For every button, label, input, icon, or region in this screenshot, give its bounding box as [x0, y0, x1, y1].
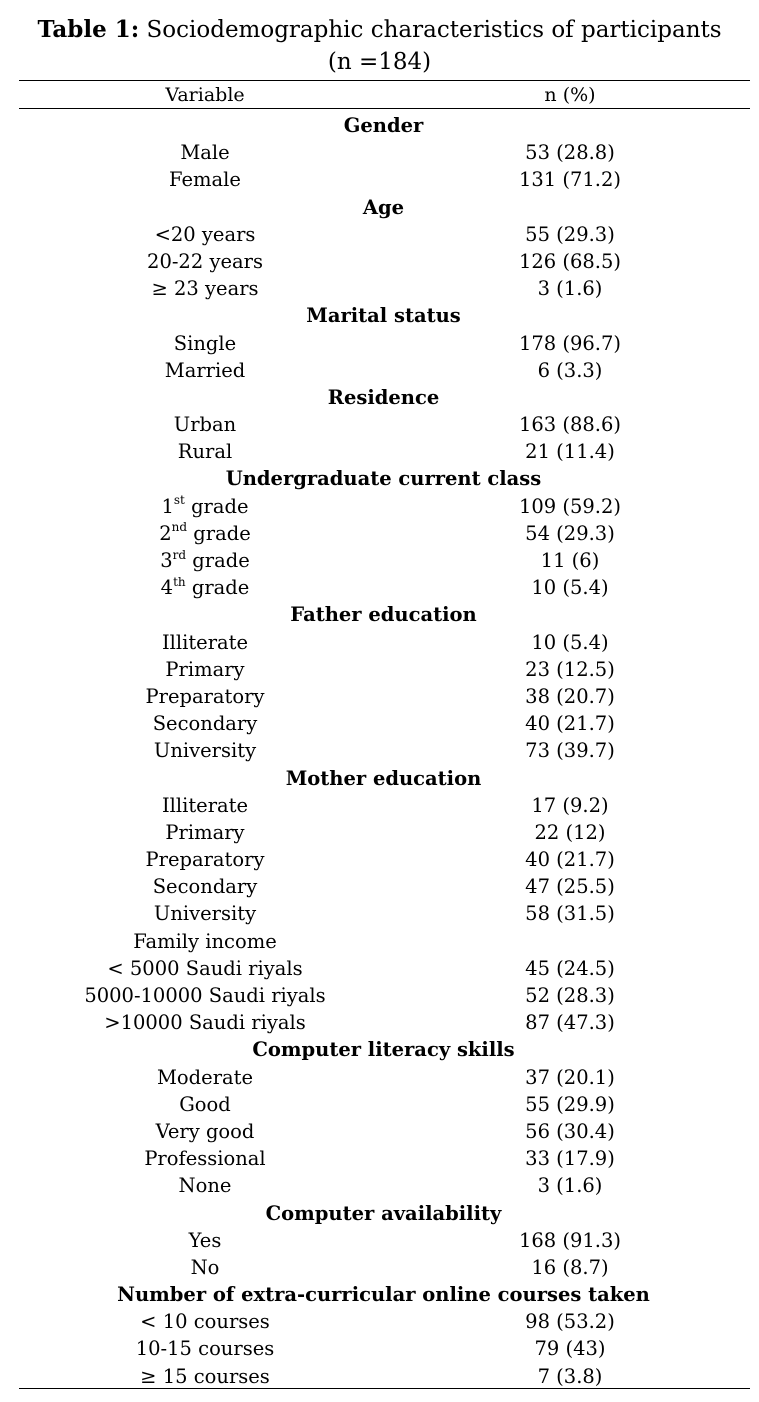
value-cell: 126 (68.5)	[518, 249, 622, 273]
variable-cell: ≥ 15 courses	[140, 1364, 270, 1388]
table-row	[0, 275, 759, 302]
section-heading-row	[0, 1281, 759, 1308]
variable-cell: Male	[180, 141, 230, 165]
variable-cell: Primary	[165, 820, 245, 844]
table-row	[0, 438, 759, 465]
variable-cell: None	[178, 1174, 232, 1198]
value-cell: 17 (9.2)	[531, 793, 609, 817]
variable-cell	[20, 574, 390, 601]
section-heading-row	[0, 302, 759, 329]
section-heading-row	[0, 194, 759, 221]
value-cell: 3 (1.6)	[537, 1174, 603, 1198]
value-cell: 11 (6)	[540, 549, 600, 572]
variable-cell: Preparatory	[145, 684, 265, 708]
variable-cell: Professional	[144, 1147, 266, 1171]
variable-cell: Family income	[133, 929, 277, 953]
grade-word: grade	[186, 549, 250, 572]
table-row	[0, 166, 759, 193]
section-heading: Computer availability	[265, 1201, 502, 1225]
section-heading: Gender	[343, 114, 424, 137]
table-row	[0, 1172, 759, 1199]
grade-number: 2	[159, 521, 172, 545]
table-row	[0, 873, 759, 900]
value-cell: 55 (29.9)	[525, 1092, 615, 1116]
variable-cell	[20, 493, 390, 520]
variable-cell: University	[153, 739, 257, 763]
table-row	[0, 928, 759, 955]
variable-cell: Illiterate	[161, 630, 249, 654]
table-row	[0, 1308, 759, 1335]
table-row	[0, 710, 759, 737]
value-cell: 168 (91.3)	[518, 1228, 622, 1252]
variable-cell: Secondary	[152, 712, 258, 736]
grade-ordinal-suffix: st	[173, 493, 185, 508]
variable-cell: Urban	[173, 413, 237, 437]
table-row	[0, 1335, 759, 1362]
table-caption-text: Sociodemographic characteristics of participants	[146, 17, 722, 43]
section-heading-row	[0, 765, 759, 792]
variable-cell: No	[190, 1255, 220, 1279]
table-row	[0, 574, 759, 601]
variable-cell	[20, 547, 390, 574]
value-cell: 58 (31.5)	[525, 902, 615, 926]
value-cell: 55 (29.3)	[525, 222, 615, 246]
value-cell: 33 (17.9)	[525, 1147, 615, 1171]
value-cell: 10 (5.4)	[531, 630, 609, 654]
section-heading-row	[0, 465, 759, 492]
table-row	[0, 357, 759, 384]
top-rule	[19, 80, 750, 81]
value-cell: 16 (8.7)	[531, 1255, 609, 1279]
value-cell: 52 (28.3)	[525, 984, 615, 1007]
section-heading: Marital status	[306, 304, 461, 328]
variable-cell: Married	[164, 358, 246, 382]
section-heading-row	[0, 384, 759, 411]
table-row	[0, 493, 759, 520]
bottom-rule	[19, 1388, 750, 1389]
table-row	[0, 900, 759, 927]
table-label: Table 1:	[37, 16, 140, 43]
variable-cell: Yes	[188, 1228, 222, 1252]
value-cell: 87 (47.3)	[525, 1011, 615, 1035]
value-cell: 47 (25.5)	[525, 875, 615, 899]
variable-cell: >10000 Saudi riyals	[104, 1011, 306, 1035]
value-cell: 3 (1.6)	[537, 277, 603, 301]
grade-word: grade	[187, 521, 251, 545]
value-cell: 131 (71.2)	[518, 168, 622, 192]
value-cell: 45 (24.5)	[525, 956, 615, 980]
table-row	[0, 982, 759, 1009]
table-row	[0, 792, 759, 819]
value-cell: 40 (21.7)	[525, 712, 615, 736]
section-heading: Undergraduate current class	[225, 467, 542, 491]
table-row	[0, 330, 759, 357]
variable-cell: University	[153, 902, 257, 926]
table-row	[0, 221, 759, 248]
value-cell: 79 (43)	[534, 1337, 606, 1361]
variable-cell: < 5000 Saudi riyals	[107, 956, 303, 980]
section-heading: Residence	[327, 385, 440, 409]
variable-cell: Primary	[165, 657, 245, 681]
table-row	[0, 955, 759, 982]
value-cell: 163 (88.6)	[518, 413, 622, 437]
grade-word: grade	[185, 576, 250, 600]
value-cell: 40 (21.7)	[525, 848, 615, 872]
section-heading: Number of extra-curricular online courses taken	[117, 1283, 650, 1307]
value-cell: 56 (30.4)	[525, 1119, 615, 1143]
variable-cell: Moderate	[156, 1065, 254, 1089]
variable-cell: Single	[173, 331, 237, 355]
grade-word: grade	[184, 494, 249, 518]
section-heading: Father education	[290, 603, 477, 627]
value-cell: 6 (3.3)	[537, 358, 603, 382]
grade-number: 3	[160, 549, 173, 572]
value-cell: 22 (12)	[534, 820, 606, 844]
grade-ordinal-suffix: rd	[172, 547, 187, 562]
table-caption	[0, 14, 759, 78]
grade-number: 1	[161, 494, 174, 518]
table-row	[0, 520, 759, 547]
table-row	[0, 683, 759, 710]
grade-number: 4	[160, 576, 174, 600]
section-heading: Age	[362, 195, 405, 219]
table-caption-n: (n =184)	[327, 49, 432, 75]
value-cell: 54 (29.3)	[525, 521, 615, 545]
value-cell: 38 (20.7)	[525, 684, 615, 708]
variable-cell: Secondary	[152, 875, 258, 899]
grade-ordinal-suffix: nd	[171, 520, 188, 535]
table-row	[0, 819, 759, 846]
variable-cell: 5000-10000 Saudi riyals	[84, 984, 326, 1007]
value-cell: 23 (12.5)	[525, 657, 615, 681]
grade-ordinal-suffix: th	[173, 574, 186, 589]
variable-cell: Very good	[155, 1119, 255, 1143]
variable-cell: Preparatory	[145, 848, 265, 872]
table-row	[0, 846, 759, 873]
header-variable: Variable	[165, 84, 245, 106]
value-cell: 7 (3.8)	[537, 1364, 603, 1388]
header-n-percent: n (%)	[544, 84, 596, 106]
table-row	[0, 248, 759, 275]
table-row	[0, 737, 759, 764]
value-cell: 109 (59.2)	[518, 494, 622, 518]
variable-cell	[20, 520, 390, 547]
header-rule	[19, 108, 750, 109]
value-cell: 178 (96.7)	[518, 331, 622, 355]
value-cell: 21 (11.4)	[525, 440, 615, 464]
table-row	[0, 1254, 759, 1281]
table-row	[0, 139, 759, 166]
table-row	[0, 1363, 759, 1390]
value-cell: 53 (28.8)	[525, 141, 615, 165]
table-row	[0, 411, 759, 438]
variable-cell: ≥ 23 years	[151, 277, 259, 301]
variable-cell: < 10 courses	[140, 1310, 270, 1334]
variable-cell: 20-22 years	[147, 249, 263, 273]
table-row	[0, 1145, 759, 1172]
value-cell: 10 (5.4)	[531, 576, 609, 600]
variable-cell: <20 years	[154, 222, 256, 246]
variable-cell: Female	[169, 168, 241, 192]
table-row	[0, 1091, 759, 1118]
variable-cell: Good	[179, 1092, 231, 1116]
section-heading-row	[0, 1200, 759, 1227]
variable-cell: Rural	[177, 440, 233, 464]
table-row	[0, 1009, 759, 1036]
table-body	[0, 112, 759, 1390]
variable-cell: Illiterate	[161, 793, 249, 817]
section-heading-row	[0, 112, 759, 139]
value-cell: 37 (20.1)	[525, 1065, 615, 1089]
table-row	[0, 629, 759, 656]
section-heading-row	[0, 1036, 759, 1063]
table-row	[0, 547, 759, 574]
variable-cell: 10-15 courses	[135, 1337, 275, 1361]
section-heading: Computer literacy skills	[252, 1038, 515, 1062]
value-cell: 98 (53.2)	[525, 1310, 615, 1334]
table-row	[0, 656, 759, 683]
section-heading: Mother education	[285, 766, 482, 790]
table-row	[0, 1118, 759, 1145]
table-row	[0, 1227, 759, 1254]
section-heading-row	[0, 601, 759, 628]
table-row	[0, 1064, 759, 1091]
value-cell: 73 (39.7)	[525, 739, 615, 763]
